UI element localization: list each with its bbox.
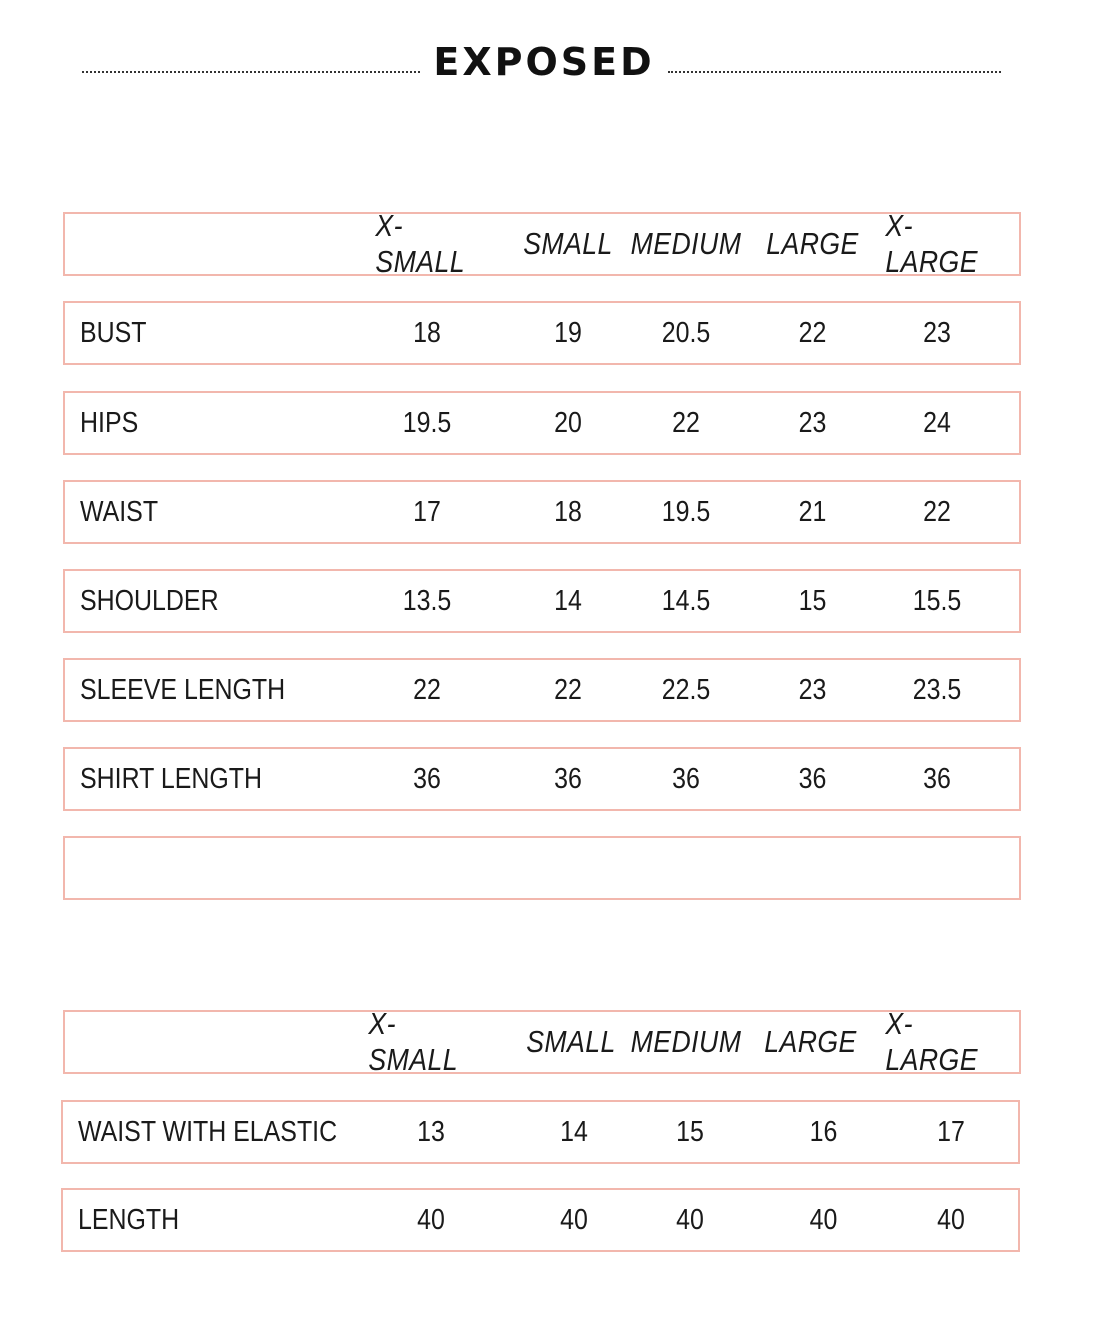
table-cell: 15 (676, 1115, 704, 1148)
row-label: WAIST WITH ELASTIC (78, 1115, 338, 1148)
dotted-divider-right (668, 71, 1001, 73)
table-cell: 21 (798, 495, 827, 528)
table-cell: 22 (923, 495, 951, 528)
table-cell: 40 (560, 1203, 588, 1236)
header-row (63, 208, 1021, 279)
table-cell: 36 (413, 762, 441, 795)
table-cell: 23.5 (912, 673, 962, 706)
page-title: EXPOSED (433, 40, 655, 84)
table-cell: 13.5 (402, 584, 452, 617)
table-row (61, 1188, 1020, 1252)
table-cell: 16 (809, 1115, 838, 1148)
table-row (63, 658, 1021, 722)
table-cell: 18 (554, 495, 582, 528)
table-cell: 22 (798, 316, 827, 349)
empty-row (63, 836, 1021, 900)
table-cell: 36 (554, 762, 582, 795)
row-label: SLEEVE LENGTH (80, 673, 286, 706)
table-cell: 40 (809, 1203, 838, 1236)
header-row (63, 1006, 1021, 1077)
table-cell: 14 (554, 584, 582, 617)
table-cell: 22 (672, 406, 700, 439)
table-cell: 15 (798, 584, 827, 617)
row-label: HIPS (80, 406, 139, 439)
table-row (63, 480, 1021, 544)
header-cell: LARGE (764, 1024, 857, 1059)
table-cell: 19 (554, 316, 582, 349)
table-cell: 23 (798, 673, 827, 706)
table-row (63, 391, 1021, 455)
row-label: WAIST (80, 495, 159, 528)
row-label: SHOULDER (80, 584, 219, 617)
header-cell: MEDIUM (630, 226, 742, 261)
table-cell: 22.5 (661, 673, 711, 706)
table-cell: 17 (413, 495, 441, 528)
header-cell: X-SMALL (375, 208, 465, 279)
table-cell: 40 (676, 1203, 704, 1236)
table-cell: 36 (923, 762, 951, 795)
table-cell: 14.5 (661, 584, 711, 617)
table-cell: 36 (798, 762, 827, 795)
table-cell: 20 (554, 406, 582, 439)
dotted-divider-left (82, 71, 420, 73)
header-cell: X-LARGE (885, 1006, 978, 1077)
row-label: LENGTH (78, 1203, 180, 1236)
table-cell: 24 (923, 406, 951, 439)
table-cell: 36 (672, 762, 700, 795)
table-cell: 14 (560, 1115, 588, 1148)
table-cell: 23 (798, 406, 827, 439)
table-cell: 23 (923, 316, 951, 349)
row-label: SHIRT LENGTH (80, 762, 263, 795)
header-cell: MEDIUM (630, 1024, 742, 1059)
table-cell: 13 (417, 1115, 445, 1148)
table-cell: 19.5 (661, 495, 711, 528)
header-cell: SMALL (523, 226, 613, 261)
row-label: BUST (80, 316, 147, 349)
table-cell: 18 (413, 316, 441, 349)
table-cell: 15.5 (912, 584, 962, 617)
table-row (63, 569, 1021, 633)
table-cell: 19.5 (402, 406, 452, 439)
table-cell: 20.5 (661, 316, 711, 349)
table-cell: 40 (417, 1203, 445, 1236)
table-row (63, 747, 1021, 811)
title-bar (0, 40, 1119, 90)
header-cell: SMALL (526, 1024, 616, 1059)
table-cell: 22 (413, 673, 441, 706)
header-cell: LARGE (766, 226, 859, 261)
header-cell: X-LARGE (885, 208, 978, 279)
table-row (61, 1100, 1020, 1164)
table-cell: 22 (554, 673, 582, 706)
table-row (63, 301, 1021, 365)
table-cell: 40 (937, 1203, 965, 1236)
table-cell: 17 (937, 1115, 965, 1148)
header-cell: X-SMALL (368, 1006, 458, 1077)
